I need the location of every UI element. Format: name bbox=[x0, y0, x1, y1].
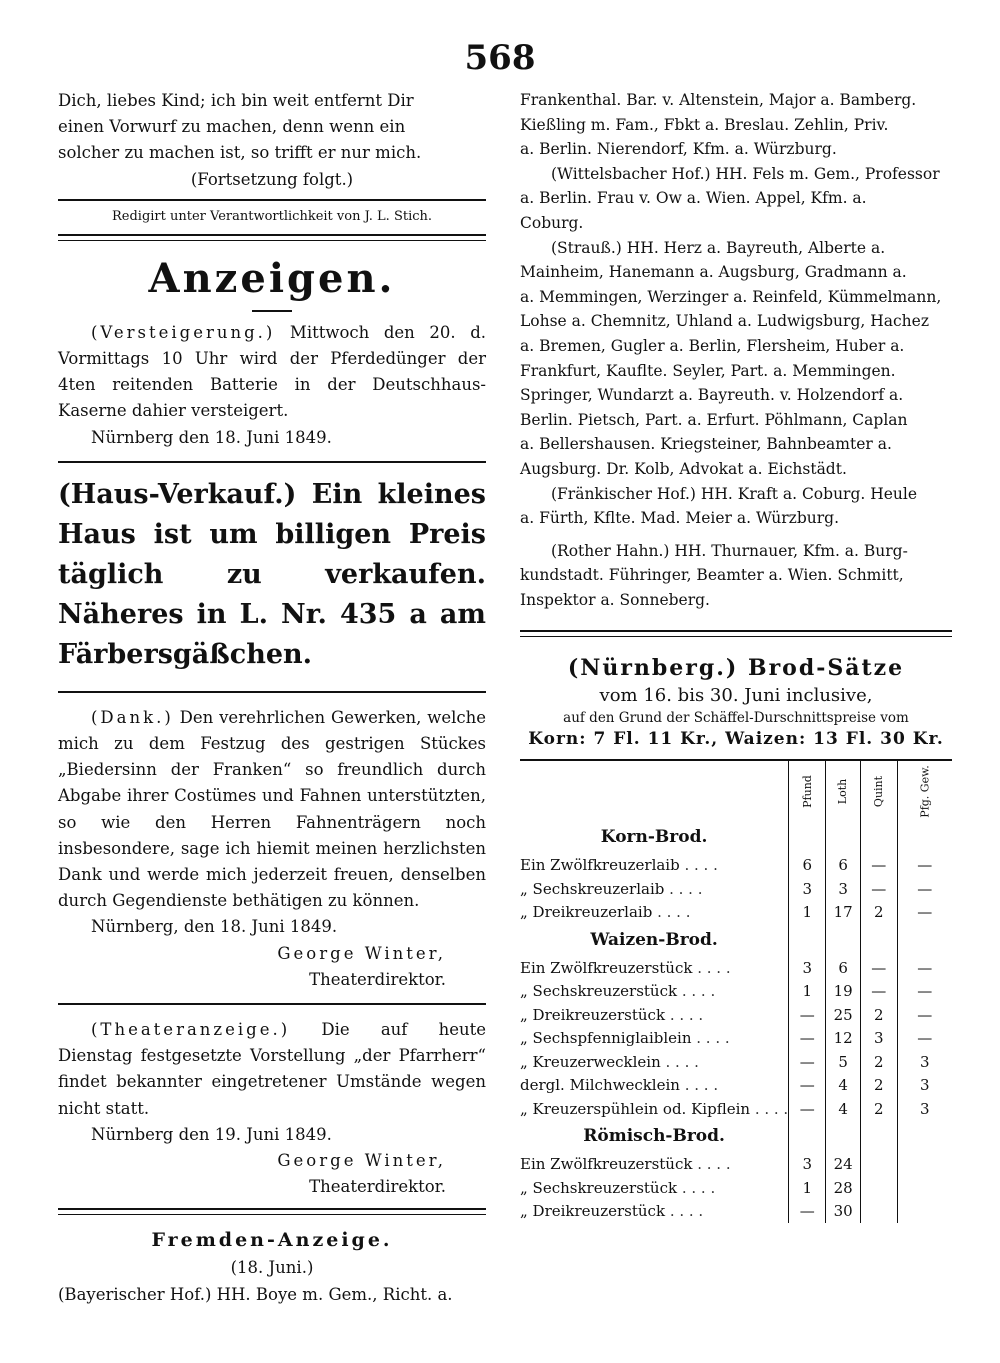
ad-dank bbox=[58, 705, 486, 993]
fremden-line: a. Bremen, Gugler a. Berlin, Flersheim, Huber a. bbox=[520, 336, 905, 355]
leader-dots: . . . . bbox=[692, 958, 731, 977]
value-cell: — bbox=[789, 1050, 826, 1074]
bread-label-text: „ Dreikreuzerstück bbox=[520, 1005, 666, 1024]
value-cell: — bbox=[897, 877, 952, 901]
left-column bbox=[58, 88, 486, 1308]
signature-name: George Winter, bbox=[277, 1151, 446, 1171]
fremden-line: a. Fürth, Kflte. Mad. Meier a. Würzburg. bbox=[520, 509, 839, 528]
value-cell: — bbox=[897, 900, 952, 924]
section-row bbox=[520, 821, 952, 853]
bread-label-text: Ein Zwölfkreuzerstück bbox=[520, 958, 693, 977]
section-heading-anzeigen: Anzeigen. bbox=[148, 254, 396, 302]
leader-dots: . . . . bbox=[750, 1099, 789, 1118]
bread-label-text: Ein Zwölfkreuzerlaib bbox=[520, 856, 680, 875]
table-row bbox=[520, 979, 952, 1003]
leader-dots: . . . . bbox=[691, 1029, 730, 1048]
value-cell: — bbox=[897, 979, 952, 1003]
fremden-line: Springer, Wundarzt a. Bayreuth. v. Holzendorf a. bbox=[520, 386, 904, 405]
value-cell bbox=[860, 1152, 897, 1176]
page-number: 568 bbox=[464, 38, 536, 78]
section-row bbox=[520, 924, 952, 956]
fremden-line: Coburg. bbox=[520, 213, 584, 232]
editor-line: Redigirt unter Verantwortlichkeit von J. L. Stich. bbox=[111, 208, 433, 224]
empty-cell bbox=[897, 924, 952, 956]
signature-name: George Winter, bbox=[277, 943, 446, 963]
fremden-line: a. Memmingen, Werzinger a. Reinfeld, Kümmelmann, bbox=[520, 287, 942, 306]
leader-dots: . . . . bbox=[679, 1076, 719, 1095]
divider bbox=[58, 1208, 486, 1215]
table-row bbox=[520, 1152, 952, 1176]
value-cell: 19 bbox=[826, 979, 861, 1003]
value-cell: 3 bbox=[897, 1050, 952, 1074]
value-cell: 3 bbox=[897, 1097, 952, 1121]
leader-dots: . . . . bbox=[679, 856, 718, 875]
fremden-line: Kießling m. Fam., Fbkt a. Breslau. Zehlin, Priv. bbox=[520, 115, 889, 134]
bread-label-text: „ Dreikreuzerstück bbox=[520, 1202, 666, 1221]
empty-cell bbox=[826, 821, 861, 853]
value-cell: 12 bbox=[826, 1026, 861, 1050]
bread-label bbox=[520, 1073, 789, 1097]
ad-text: Mittwoch den 20. d. Vormittags 10 Uhr wird der Pferdedünger der 4ten reitenden Batterie in der Deutschhaus-Kaserne dahier versteigert. bbox=[58, 322, 486, 421]
bread-label bbox=[520, 1097, 789, 1121]
continued-note: (Fortsetzung folgt.) bbox=[190, 169, 354, 189]
table-row bbox=[520, 1026, 952, 1050]
value-cell: — bbox=[860, 956, 897, 980]
ad-title: (Theateranzeige.) bbox=[91, 1020, 291, 1040]
fremden-line: Augsburg. Dr. Kolb, Advokat a. Eichstädt. bbox=[520, 459, 847, 478]
fremden-line: Berlin. Pietsch, Part. a. Erfurt. Pöhlmann, Caplan bbox=[520, 410, 908, 429]
leader-dots: . . . . bbox=[665, 1202, 704, 1221]
bread-label bbox=[520, 853, 789, 877]
empty-cell bbox=[860, 1120, 897, 1152]
brod-saetze bbox=[520, 655, 952, 1223]
value-cell: 6 bbox=[826, 956, 861, 980]
brod-title: (Nürnberg.) Brod-Sätze bbox=[567, 655, 905, 682]
empty-cell bbox=[826, 924, 861, 956]
section-name: Waizen-Brod. bbox=[590, 929, 718, 950]
fremden-line: Mainheim, Hanemann a. Augsburg, Gradmann a. bbox=[520, 263, 907, 282]
value-cell: 2 bbox=[860, 1050, 897, 1074]
section-row bbox=[520, 1120, 952, 1152]
table-row bbox=[520, 956, 952, 980]
table-row bbox=[520, 1050, 952, 1074]
bread-label bbox=[520, 1003, 789, 1027]
ad-date: Nürnberg den 18. Juni 1849. bbox=[91, 427, 332, 447]
fremden-heading: Fremden-Anzeige. bbox=[151, 1229, 393, 1252]
bread-label bbox=[520, 956, 789, 980]
value-cell: — bbox=[789, 1003, 826, 1027]
table-row bbox=[520, 877, 952, 901]
value-cell: — bbox=[789, 1026, 826, 1050]
brod-prices: Korn: 7 Fl. 11 Kr., Waizen: 13 Fl. 30 Kr. bbox=[528, 729, 944, 750]
value-cell: 3 bbox=[789, 877, 826, 901]
value-cell bbox=[897, 1176, 952, 1200]
value-cell bbox=[897, 1199, 952, 1223]
ad-theateranzeige bbox=[58, 1017, 486, 1200]
value-cell: 3 bbox=[826, 877, 861, 901]
bread-label bbox=[520, 1152, 789, 1176]
bread-label-text: „ Sechskreuzerlaib bbox=[520, 879, 665, 898]
bread-label-text: „ Kreuzerspühlein od. Kipflein bbox=[520, 1099, 751, 1118]
fremden-anzeige-continued bbox=[520, 88, 952, 612]
fremden-line: (Rother Hahn.) HH. Thurnauer, Kfm. a. Burg- bbox=[551, 541, 908, 560]
value-cell: 3 bbox=[789, 956, 826, 980]
value-cell: — bbox=[789, 1097, 826, 1121]
bread-label-text: „ Kreuzerwecklein bbox=[520, 1052, 661, 1071]
story-line: solcher zu machen ist, so trifft er nur mich. bbox=[58, 143, 422, 163]
column-header-pfg-gew: Pfg. Gew. bbox=[897, 761, 952, 821]
brod-table-body bbox=[520, 821, 952, 1223]
table-row bbox=[520, 853, 952, 877]
empty-cell bbox=[860, 821, 897, 853]
fremden-line: (Bayerischer Hof.) HH. Boye m. Gem., Richt. a. bbox=[58, 1284, 453, 1304]
leader-dots: . . . . bbox=[664, 879, 703, 898]
column-header-loth: Loth bbox=[826, 761, 861, 821]
bread-label bbox=[520, 1026, 789, 1050]
fremden-line: a. Berlin. Nierendorf, Kfm. a. Würzburg. bbox=[520, 140, 837, 159]
bread-label-text: „ Dreikreuzerlaib bbox=[520, 903, 653, 922]
fremden-line: a. Berlin. Frau v. Ow a. Wien. Appel, Kfm. a. bbox=[520, 189, 867, 208]
table-header-row bbox=[520, 761, 952, 821]
bread-label bbox=[520, 900, 789, 924]
ad-haus-verkauf bbox=[58, 475, 486, 675]
fremden-line: Inspektor a. Sonneberg. bbox=[520, 590, 710, 609]
value-cell: 3 bbox=[897, 1073, 952, 1097]
value-cell: 3 bbox=[789, 1152, 826, 1176]
bread-label-text: dergl. Milchwecklein bbox=[520, 1076, 680, 1095]
bread-label-text: „ Sechskreuzerstück bbox=[520, 982, 678, 1001]
divider bbox=[58, 461, 486, 463]
value-cell: 2 bbox=[860, 900, 897, 924]
value-cell: — bbox=[897, 1003, 952, 1027]
value-cell: 25 bbox=[826, 1003, 861, 1027]
fremden-line: a. Bellershausen. Kriegsteiner, Bahnbeamter a. bbox=[520, 435, 892, 454]
ad-date: Nürnberg den 19. Juni 1849. bbox=[91, 1124, 332, 1144]
table-row bbox=[520, 1073, 952, 1097]
table-row bbox=[520, 1003, 952, 1027]
value-cell: 28 bbox=[826, 1176, 861, 1200]
value-cell: 2 bbox=[860, 1003, 897, 1027]
signature-title: Theaterdirektor. bbox=[309, 969, 446, 989]
fremden-line: (Fränkischer Hof.) HH. Kraft a. Coburg. Heule bbox=[551, 484, 918, 503]
value-cell: — bbox=[897, 956, 952, 980]
value-cell: — bbox=[789, 1199, 826, 1223]
empty-cell bbox=[789, 821, 826, 853]
fremden-line: Frankenthal. Bar. v. Altenstein, Major a. Bamberg. bbox=[520, 91, 917, 109]
value-cell bbox=[860, 1176, 897, 1200]
divider bbox=[58, 234, 486, 241]
value-cell: 3 bbox=[860, 1026, 897, 1050]
value-cell: 4 bbox=[826, 1097, 861, 1121]
table-row bbox=[520, 1097, 952, 1121]
short-dash bbox=[252, 310, 292, 312]
value-cell: 6 bbox=[826, 853, 861, 877]
empty-cell bbox=[897, 821, 952, 853]
table-row bbox=[520, 900, 952, 924]
serial-story-ending bbox=[58, 88, 486, 193]
ad-versteigerung bbox=[58, 320, 486, 451]
ad-date: Nürnberg, den 18. Juni 1849. bbox=[91, 917, 338, 937]
leader-dots: . . . . bbox=[692, 1155, 731, 1174]
value-cell: 1 bbox=[789, 1176, 826, 1200]
bread-label-text: Ein Zwölfkreuzerstück bbox=[520, 1155, 693, 1174]
ad-text: Ein kleines Haus ist um billigen Preis täglich zu verkaufen. Näheres in L. Nr. 435 a am Färbersgäßchen. bbox=[58, 478, 487, 670]
brod-basis: auf den Grund der Schäffel-Durschnittspreise vom bbox=[563, 710, 909, 727]
divider bbox=[58, 691, 486, 693]
fremden-line: kundstadt. Führinger, Beamter a. Wien. Schmitt, bbox=[520, 566, 904, 585]
ad-title: (Versteigerung.) bbox=[91, 322, 276, 342]
fremden-line: (Strauß.) HH. Herz a. Bayreuth, Alberte a. bbox=[551, 238, 886, 257]
ad-text: Den verehrlichen Gewerken, welche mich zu dem Festzug des gestrigen Stückes „Biedersinn der Franken“ so freundlich durch Abgabe ihrer Costümes und Fahnen unterstützten, so wie den Herren Fahnenträgern noch insbesondere, sage ich hiemit meinen herzlichsten Dank und werde mich jederzeit freuen, denselben durch Gegendienste bethätigen zu können. bbox=[58, 707, 486, 911]
right-column bbox=[520, 88, 952, 1223]
ad-text: Die auf heute Dienstag festgesetzte Vorstellung „der Pfarrherr“ findet bekannter eingetretener Umstände wegen nicht statt. bbox=[58, 1020, 487, 1118]
value-cell: 30 bbox=[826, 1199, 861, 1223]
leader-dots: . . . . bbox=[677, 1178, 716, 1197]
empty-cell bbox=[860, 924, 897, 956]
signature-title: Theaterdirektor. bbox=[309, 1177, 446, 1197]
column-header-quint: Quint bbox=[860, 761, 897, 821]
value-cell bbox=[897, 1152, 952, 1176]
value-cell: 17 bbox=[826, 900, 861, 924]
value-cell: — bbox=[860, 877, 897, 901]
column-header-pfund: Pfund bbox=[789, 761, 826, 821]
value-cell: — bbox=[897, 1026, 952, 1050]
fremden-anzeige-start bbox=[58, 1225, 486, 1307]
section-name: Römisch-Brod. bbox=[583, 1126, 725, 1147]
divider bbox=[520, 630, 952, 637]
brod-subtitle: vom 16. bis 30. Juni inclusive, bbox=[599, 685, 873, 707]
value-cell: — bbox=[860, 979, 897, 1003]
value-cell: — bbox=[897, 853, 952, 877]
bread-label bbox=[520, 979, 789, 1003]
brod-table bbox=[520, 761, 952, 1223]
bread-label bbox=[520, 1199, 789, 1223]
value-cell: 1 bbox=[789, 979, 826, 1003]
empty-cell bbox=[826, 1120, 861, 1152]
fremden-line: (Wittelsbacher Hof.) HH. Fels m. Gem., Professor bbox=[551, 164, 940, 183]
fremden-line: Frankfurt, Kauflte. Seyler, Part. a. Memmingen. bbox=[520, 361, 896, 380]
bread-label bbox=[520, 877, 789, 901]
ad-title: (Haus-Verkauf.) bbox=[58, 478, 297, 510]
value-cell: — bbox=[860, 853, 897, 877]
value-cell: 24 bbox=[826, 1152, 861, 1176]
empty-cell bbox=[789, 1120, 826, 1152]
label-header bbox=[520, 761, 789, 821]
fremden-line: Lohse a. Chemnitz, Uhland a. Ludwigsburg, Hachez bbox=[520, 312, 929, 331]
bread-label bbox=[520, 1050, 789, 1074]
value-cell: 2 bbox=[860, 1073, 897, 1097]
value-cell: 1 bbox=[789, 900, 826, 924]
value-cell: 5 bbox=[826, 1050, 861, 1074]
leader-dots: . . . . bbox=[660, 1052, 699, 1071]
ad-title: (Dank.) bbox=[91, 707, 174, 727]
table-row bbox=[520, 1199, 952, 1223]
fremden-date: (18. Juni.) bbox=[230, 1258, 314, 1278]
leader-dots: . . . . bbox=[677, 982, 716, 1001]
empty-cell bbox=[789, 924, 826, 956]
bread-label-text: „ Sechspfenniglaiblein bbox=[520, 1029, 692, 1048]
table-row bbox=[520, 1176, 952, 1200]
leader-dots: . . . . bbox=[652, 903, 691, 922]
section-name: Korn-Brod. bbox=[600, 827, 708, 848]
story-line: einen Vorwurf zu machen, denn wenn ein bbox=[58, 117, 406, 137]
empty-cell bbox=[897, 1120, 952, 1152]
value-cell: 2 bbox=[860, 1097, 897, 1121]
value-cell bbox=[860, 1199, 897, 1223]
value-cell: — bbox=[789, 1073, 826, 1097]
bread-label-text: „ Sechskreuzerstück bbox=[520, 1178, 678, 1197]
divider bbox=[58, 1003, 486, 1005]
leader-dots: . . . . bbox=[665, 1005, 704, 1024]
story-line: Dich, liebes Kind; ich bin weit entfernt Dir bbox=[58, 91, 414, 110]
divider bbox=[58, 199, 486, 201]
bread-label bbox=[520, 1176, 789, 1200]
value-cell: 6 bbox=[789, 853, 826, 877]
value-cell: 4 bbox=[826, 1073, 861, 1097]
